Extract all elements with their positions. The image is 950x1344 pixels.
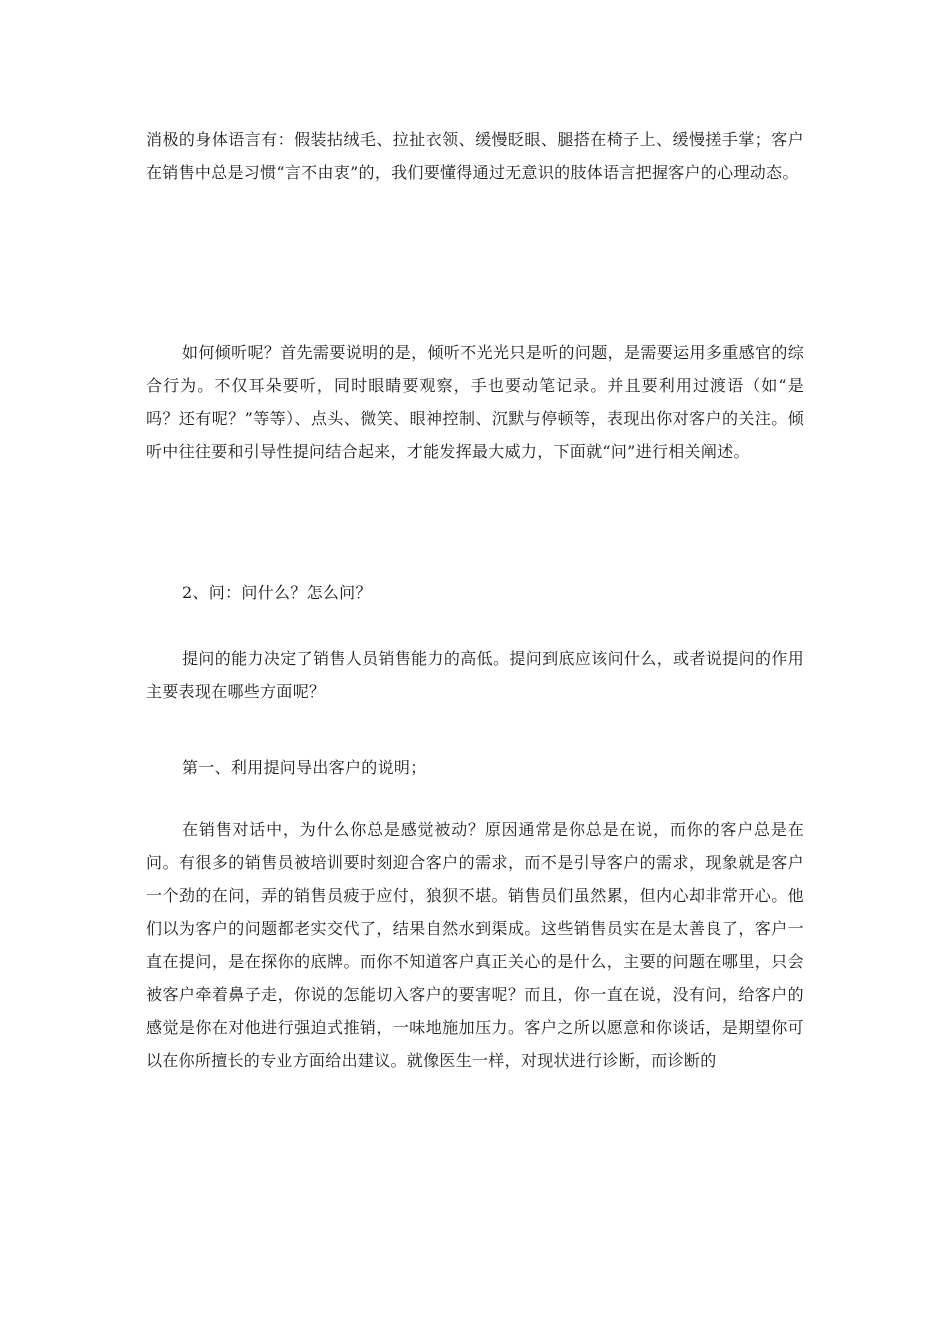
paragraph-question-ability: 提问的能力决定了销售人员销售能力的高低。提问到底应该问什么，或者说提问的作用主要表现在哪些方面呢？ (146, 649, 804, 701)
section-heading-asking: 2、问：问什么？怎么问？ (182, 583, 372, 602)
paragraph-sales-dialogue: 在销售对话中，为什么你总是感觉被动？原因通常是你总是在说，而你的客户总是在问。有很多的销售员被培训要时刻迎合客户的需求，而不是引导客户的需求，现象就是客户一个劲的在问，弄的销售员疲于应付，狼狈不堪。销售员们虽然累，但内心却非常开心。他们以为客户的问题都老实交代了，结果自然水到渠成。这些销售员实在是太善良了，客户一直在提问，是在探你的底牌。而你不知道客户真正关心的是什么，主要的问题在哪里，只会被客户牵着鼻子走，你说的怎能切入客户的要害呢？而且，你一直在说，没有问，给客户的感觉是你在对他进行强迫式推销，一味地施加压力。客户之所以愿意和你谈话，是期望你可以在你所擅长的专业方面给出建议。就像医生一样，对现状进行诊断，而诊断的 (146, 820, 804, 1070)
paragraph-first-point: 第一、利用提问导出客户的说明； (182, 758, 427, 777)
paragraph-body-language: 消极的身体语言有：假装拈绒毛、拉扯衣领、缓慢眨眼、腿搭在椅子上、缓慢搓手掌；客户在销售中总是习惯“言不由衷”的，我们要懂得通过无意识的肢体语言把握客户的心理动态。 (146, 130, 804, 182)
paragraph-listening: 如何倾听呢？首先需要说明的是，倾听不光光只是听的问题，是需要运用多重感官的综合行为。不仅耳朵要听，同时眼睛要观察，手也要动笔记录。并且要利用过渡语（如“是吗？还有呢？”等等）、点头、微笑、眼神控制、沉默与停顿等，表现出你对客户的关注。倾听中往往要和引导性提问结合起来，才能发挥最大威力，下面就“问”进行相关阐述。 (146, 343, 804, 461)
